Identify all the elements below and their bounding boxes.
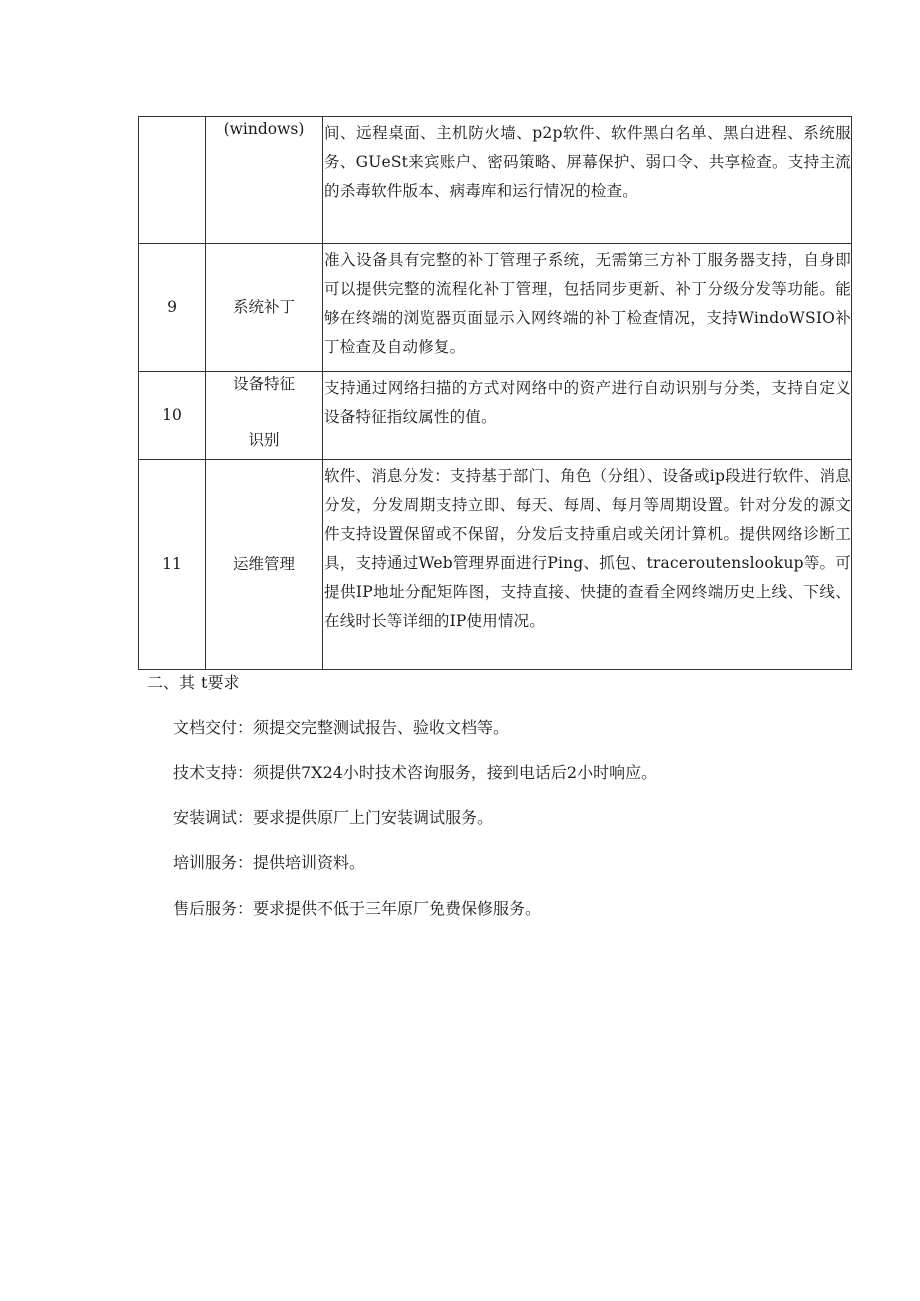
row-description: 软件、消息分发：支持基于部门、角色（分组）、设备或ip段进行软件、消息分发，分发周期支持立即、每天、每周、每月等周期设置。针对分发的源文件支持设置保留或不保留，分发后支持重启或关闭计算机。提供网络诊断工具，支持通过Web管理界面进行Ping、抓包、traceroutenslookup等。可提供IP地址分配矩阵图，支持直接、快捷的查看全网终端历史上线、下线、在线时长等详细的IP使用情况。 bbox=[323, 460, 852, 670]
table-row bbox=[139, 117, 852, 244]
row-name bbox=[206, 372, 323, 460]
requirement-item: 培训服务：提供培训资料。 bbox=[173, 853, 366, 872]
row-number: 11 bbox=[139, 460, 206, 670]
row-description: 间、远程桌面、主机防火墙、p2p软件、软件黑白名单、黑白进程、系统服务、GUeSt来宾账户、密码策略、屏幕保护、弱口令、共享检查。支持主流的杀毒软件版本、病毒库和运行情况的检查。 bbox=[323, 117, 852, 244]
section-heading-part-b: t要求 bbox=[201, 673, 240, 692]
requirement-item: 安装调试：要求提供原厂上门安装调试服务。 bbox=[173, 808, 494, 827]
row-description: 准入设备具有完整的补丁管理子系统，无需第三方补丁服务器支持，自身即可以提供完整的流程化补丁管理，包括同步更新、补丁分级分发等功能。能够在终端的浏览器页面显示入网终端的补丁检查情况，支持WindoWSIO补丁检查及自动修复。 bbox=[323, 244, 852, 372]
table-row bbox=[139, 460, 852, 670]
row-name: (windows) bbox=[206, 117, 323, 244]
section-heading-part-a: 二、其 bbox=[147, 673, 196, 692]
table-row bbox=[139, 372, 852, 460]
row-name: 系统补丁 bbox=[206, 244, 323, 372]
row-number: 10 bbox=[139, 372, 206, 460]
section-heading bbox=[147, 670, 239, 696]
row-number: 9 bbox=[139, 244, 206, 372]
row-name-line2: 识别 bbox=[248, 431, 280, 449]
row-number bbox=[139, 117, 206, 244]
requirement-item: 技术支持：须提供7X24小时技术咨询服务，接到电话后2小时响应。 bbox=[173, 763, 658, 782]
row-name: 运维管理 bbox=[206, 460, 323, 670]
requirement-item: 文档交付：须提交完整测试报告、验收文档等。 bbox=[173, 718, 510, 737]
requirement-item: 售后服务：要求提供不低于三年原厂免费保修服务。 bbox=[173, 899, 542, 918]
row-name-line1: 设备特征 bbox=[232, 375, 295, 393]
spec-table bbox=[138, 116, 852, 670]
table-row bbox=[139, 244, 852, 372]
row-description: 支持通过网络扫描的方式对网络中的资产进行自动识别与分类，支持自定义设备特征指纹属性的值。 bbox=[323, 372, 852, 460]
